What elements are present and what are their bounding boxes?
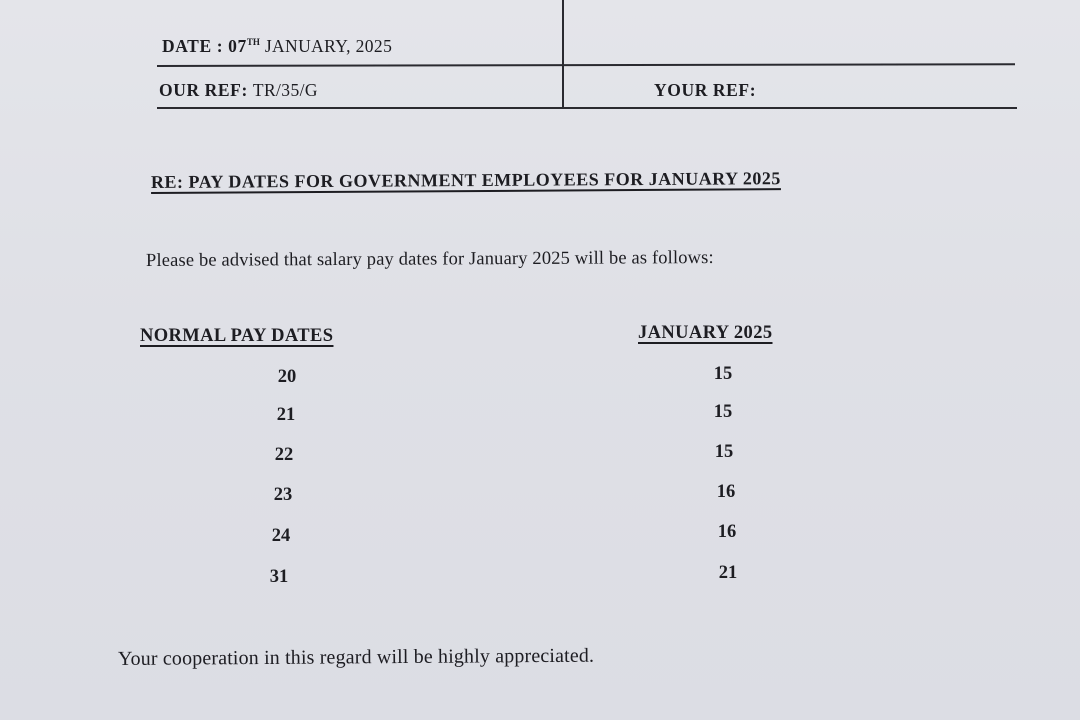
your-ref-label: YOUR REF: — [654, 80, 757, 100]
january-pay-date-cell: 16 — [716, 482, 736, 502]
closing-paragraph: Your cooperation in this regard will be highly appreciated. — [117, 644, 595, 670]
our-reference — [159, 80, 318, 101]
normal-pay-date-cell: 20 — [277, 367, 297, 387]
normal-pay-date-cell: 21 — [276, 405, 296, 425]
your-reference — [654, 80, 756, 101]
date-line — [162, 36, 392, 57]
reference-rule-top — [157, 63, 1015, 66]
date-label: DATE : — [162, 36, 224, 56]
date-month-year: JANUARY, 2025 — [264, 36, 393, 56]
normal-pay-date-cell: 31 — [269, 567, 289, 587]
january-pay-date-cell: 15 — [713, 364, 733, 384]
reference-divider-vertical — [562, 0, 564, 108]
normal-pay-date-cell: 24 — [271, 526, 291, 546]
reference-rule-bottom — [157, 107, 1017, 109]
january-pay-date-cell: 15 — [714, 442, 734, 462]
date-suffix: TH — [246, 37, 260, 47]
normal-pay-date-cell: 23 — [273, 485, 293, 505]
column-header-january-2025: JANUARY 2025 — [638, 323, 773, 343]
our-ref-value: TR/35/G — [252, 80, 318, 100]
january-pay-date-cell: 16 — [717, 522, 737, 542]
subject-line: RE: PAY DATES FOR GOVERNMENT EMPLOYEES FOR JANUARY 2025 — [150, 168, 781, 192]
january-pay-date-cell: 15 — [713, 402, 733, 422]
normal-pay-date-cell: 22 — [274, 445, 294, 465]
our-ref-label: OUR REF: — [159, 80, 248, 100]
january-pay-date-cell: 21 — [718, 563, 738, 583]
date-day: 07 — [228, 36, 247, 56]
intro-paragraph: Please be advised that salary pay dates for January 2025 will be as follows: — [145, 248, 714, 271]
column-header-normal-pay-dates: NORMAL PAY DATES — [140, 326, 334, 346]
